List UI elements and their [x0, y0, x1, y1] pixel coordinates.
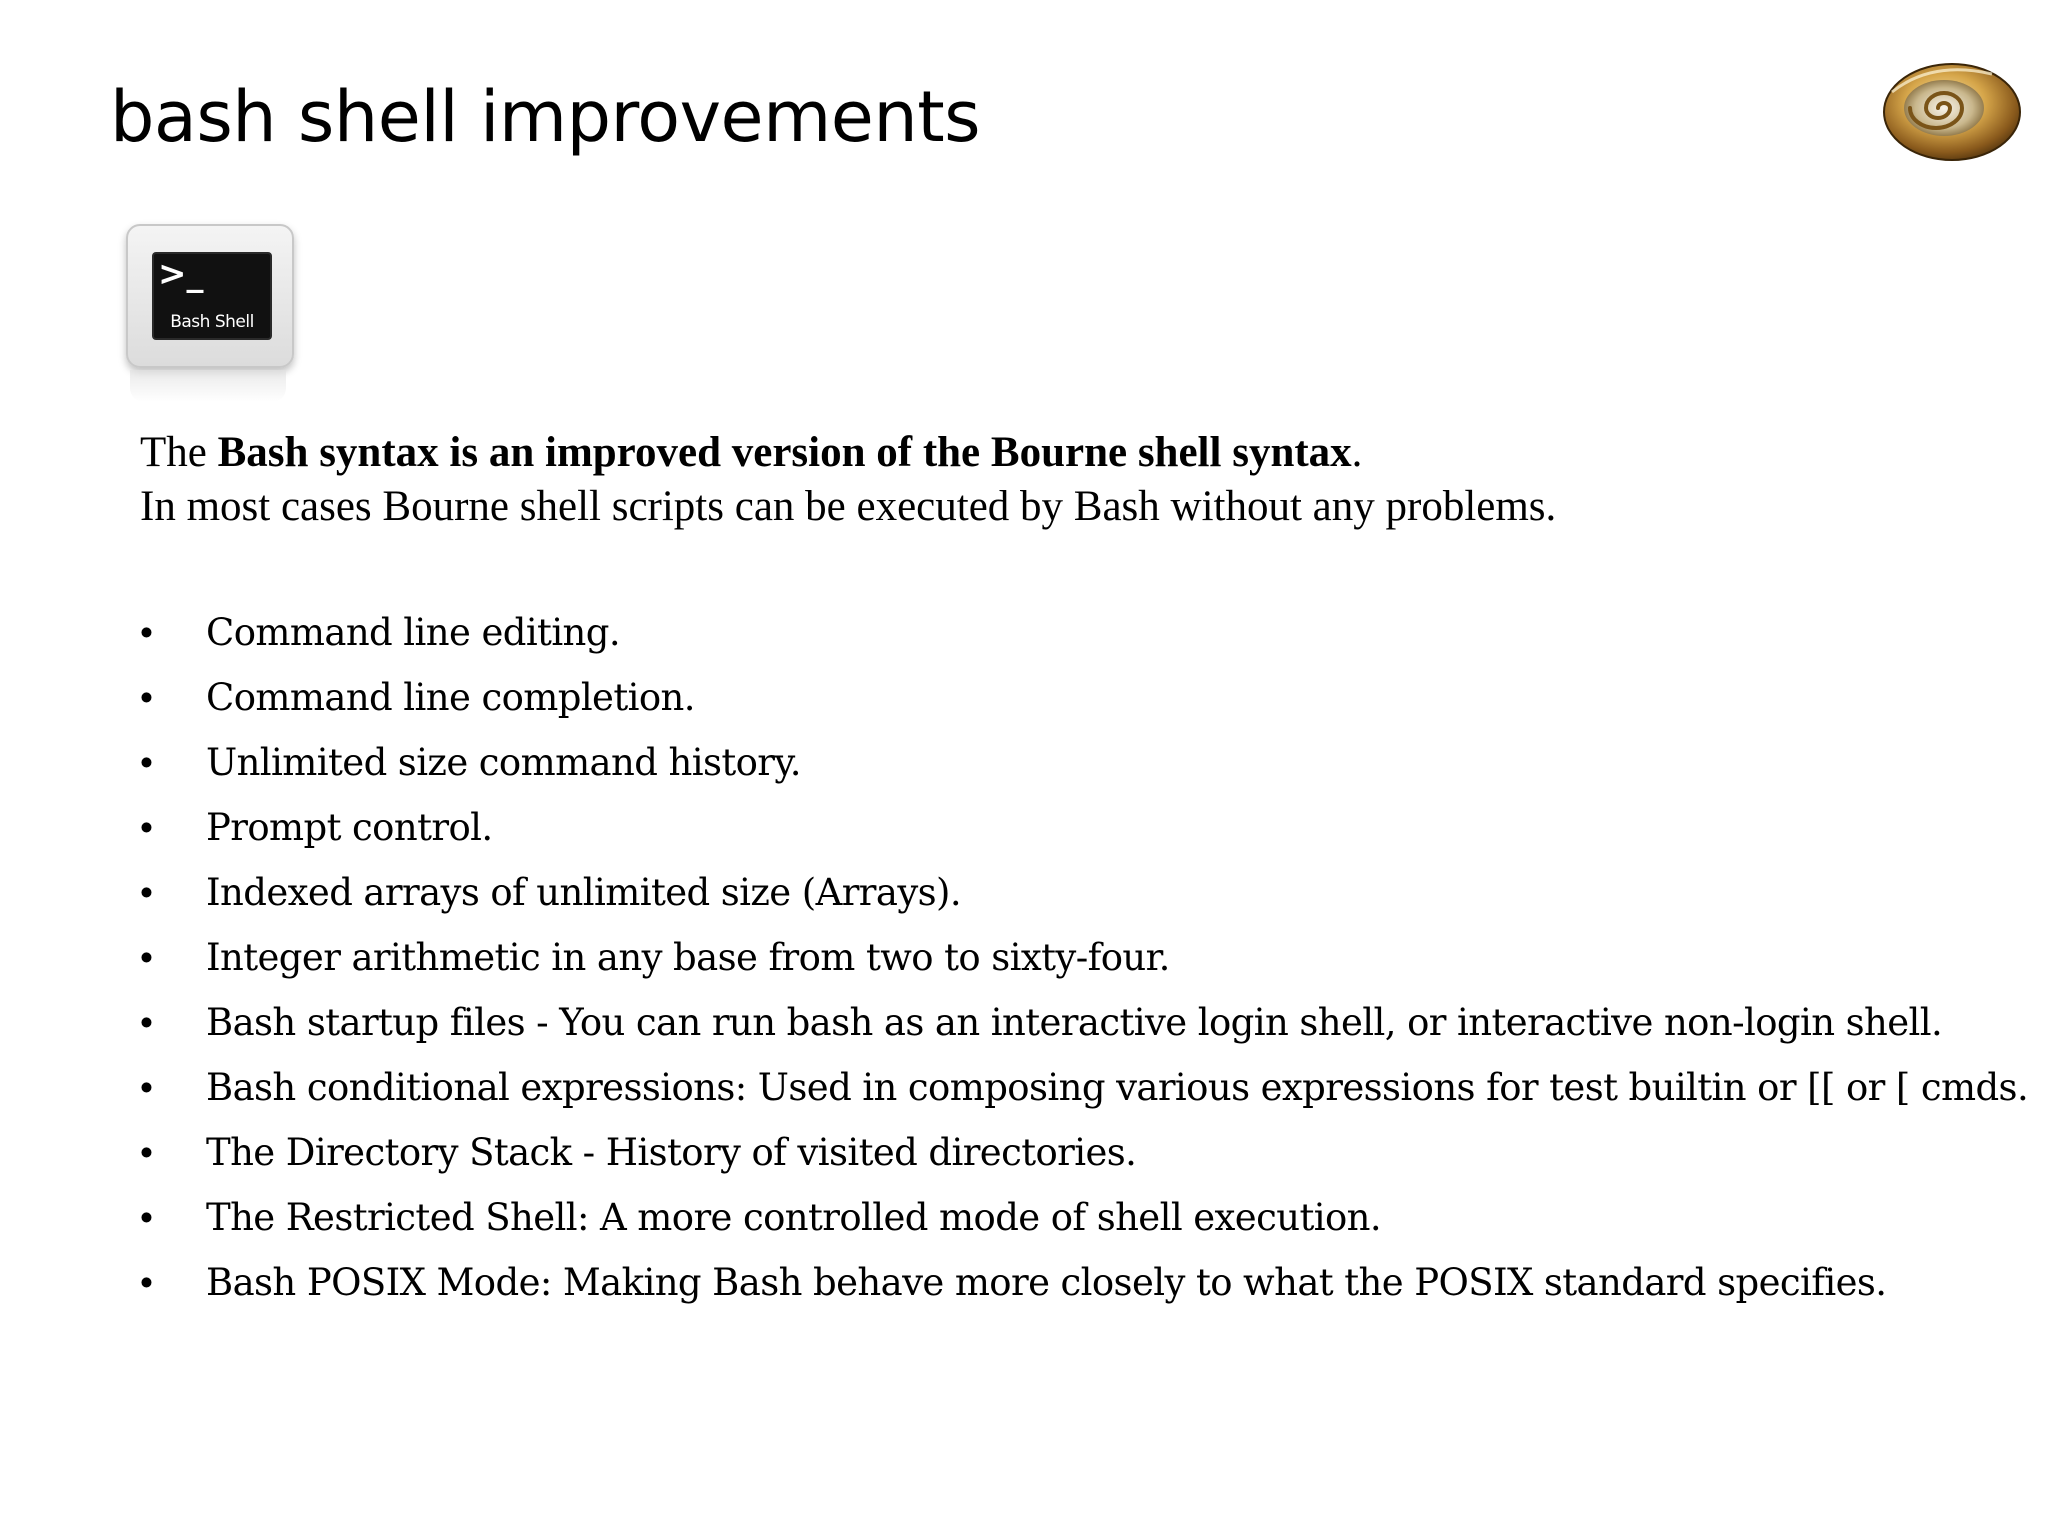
bullet-icon: •	[140, 872, 153, 913]
list-item	[140, 730, 2020, 795]
list-item-text: Bash POSIX Mode: Making Bash behave more closely to what the POSIX standard specifies.	[206, 1261, 1887, 1304]
nautilus-shell-logo-icon	[1872, 52, 2024, 162]
bullet-icon: •	[140, 1067, 153, 1108]
bullet-icon: •	[140, 1197, 153, 1238]
bullet-icon: •	[140, 937, 153, 978]
terminal-screen	[152, 252, 272, 340]
slide-title: bash shell improvements	[110, 76, 981, 158]
list-item	[140, 1250, 2020, 1315]
list-item	[140, 1185, 2020, 1250]
intro-line-1	[140, 426, 2020, 480]
bullet-icon: •	[140, 612, 153, 653]
bash-shell-icon	[126, 224, 294, 404]
list-item	[140, 600, 2020, 665]
list-item-text: Command line editing.	[206, 611, 621, 654]
list-item-text: Unlimited size command history.	[206, 741, 801, 784]
list-item-text: Bash startup files - You can run bash as an interactive login shell, or interactive non-login shell.	[206, 1001, 1943, 1044]
list-item	[140, 665, 2020, 730]
intro-line-2: In most cases Bourne shell scripts can be executed by Bash without any problems.	[140, 483, 1557, 530]
intro-bold-statement: Bash syntax is an improved version of the Bourne shell syntax	[217, 429, 1352, 476]
bullet-icon: •	[140, 1002, 153, 1043]
terminal-icon	[126, 224, 294, 368]
list-item	[140, 860, 2020, 925]
bullet-icon: •	[140, 1132, 153, 1173]
list-item-text: Bash conditional expressions: Used in composing various expressions for test builtin or [[ or [ cmds.	[206, 1066, 2029, 1109]
bash-shell-label: Bash Shell	[170, 312, 254, 332]
list-item	[140, 1120, 2020, 1185]
list-item-text: Prompt control.	[206, 806, 493, 849]
list-item-text: The Restricted Shell: A more controlled mode of shell execution.	[206, 1196, 1382, 1239]
list-item-text: The Directory Stack - History of visited directories.	[206, 1131, 1137, 1174]
bullet-icon: •	[140, 677, 153, 718]
intro-suffix: .	[1351, 429, 1363, 476]
bullet-icon: •	[140, 1262, 153, 1303]
feature-list	[140, 600, 2029, 1315]
list-item	[140, 990, 2020, 1055]
list-item-text: Indexed arrays of unlimited size (Arrays).	[206, 871, 962, 914]
icon-reflection	[130, 370, 286, 402]
list-item	[140, 925, 2020, 990]
list-item-text: Command line completion.	[206, 676, 695, 719]
list-item-text: Integer arithmetic in any base from two to sixty-four.	[206, 936, 1170, 979]
intro-prefix: The	[140, 429, 218, 476]
bullet-icon: •	[140, 807, 153, 848]
bullet-icon: •	[140, 742, 153, 783]
list-item	[140, 1055, 2029, 1120]
prompt-glyph: >_	[158, 254, 204, 294]
list-item	[140, 795, 2020, 860]
intro-paragraph	[140, 426, 2020, 534]
